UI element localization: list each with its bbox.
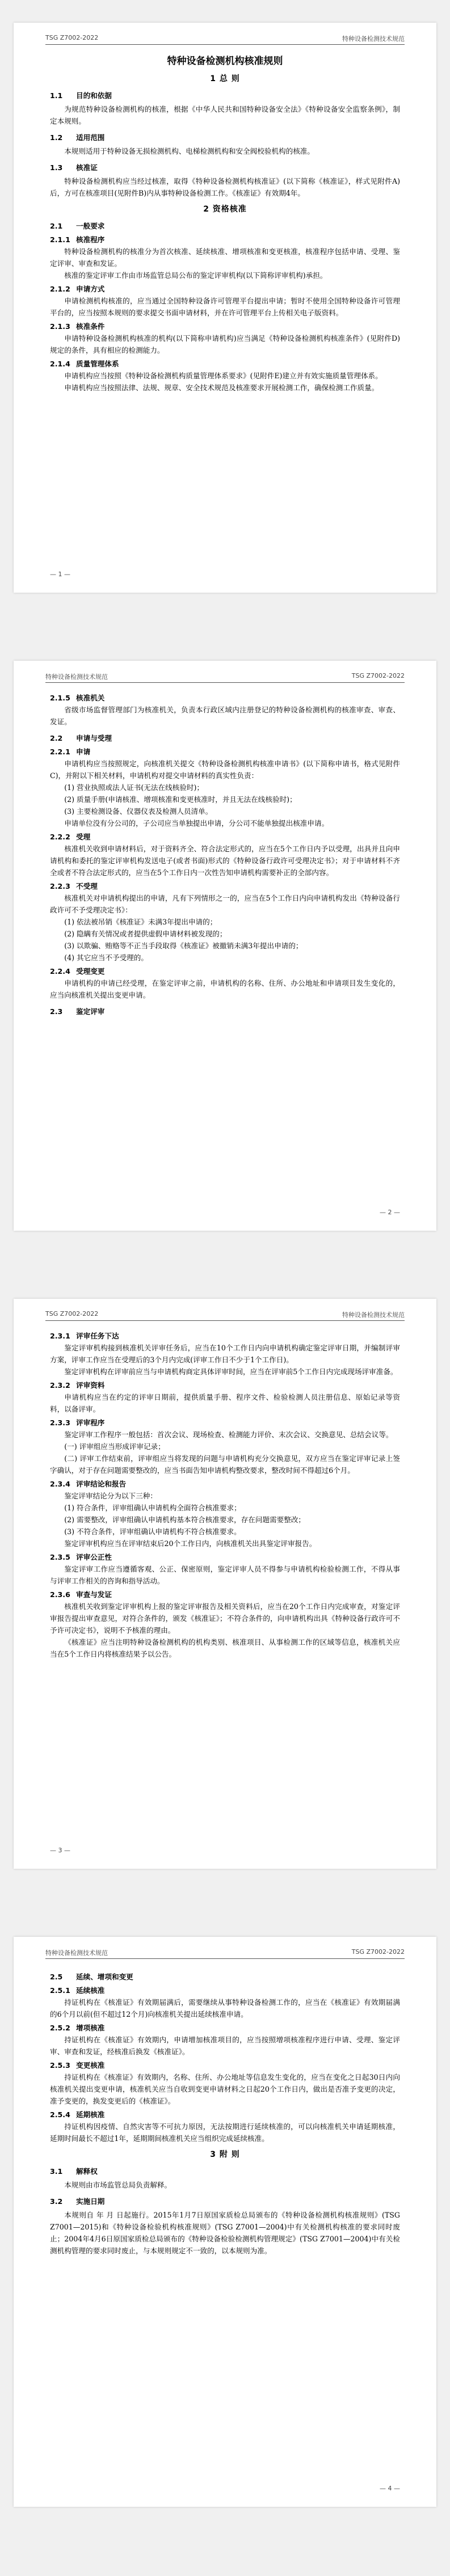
- section-heading: [50, 220, 400, 232]
- subsection-heading: [50, 1330, 400, 1342]
- header-code: TSG Z7002-2022: [351, 672, 405, 679]
- section-heading: [50, 2165, 400, 2177]
- heading-number: 2.1.2: [50, 285, 70, 293]
- heading-text: 目的和依据: [76, 91, 112, 100]
- list-item: (3) 以欺骗、贿赂等不正当手段取得《核准证》被撤销未满3年提出申请的；: [64, 941, 303, 950]
- heading-text: 变更核准: [76, 2061, 105, 2070]
- heading-number: 2.3.1: [50, 1332, 70, 1340]
- paragraph: 申请特种设备检测机构核准的机构(以下简称申请机构)应当满足《特种设备检测机构核准条件》(见附件D)规定的条件，具有相应的检测能力。: [50, 334, 400, 354]
- heading-text: 评审公正性: [76, 1553, 112, 1561]
- page-header: [45, 671, 405, 683]
- subsection-heading: [50, 880, 400, 892]
- heading-text: 核准机关: [76, 694, 105, 702]
- page-3: [14, 1299, 436, 1869]
- paragraph: 申请机构应当按照规定，向核准机关提交《特种设备检测机构核准申请书》(以下简称申请书，格式见附件C)，并附以下相关材料，申请机构对提交申请材料的真实性负责：: [50, 759, 400, 780]
- header-name: 特种设备检测技术规范: [45, 673, 108, 681]
- heading-number: 2.2.2: [50, 833, 70, 841]
- heading-text: 评审资料: [76, 1381, 105, 1390]
- heading-text: 申请方式: [76, 285, 105, 293]
- chapter-heading: 2 资格核准: [203, 205, 247, 214]
- heading-text: 不受理: [76, 882, 98, 890]
- chapter-heading: 3 附 则: [210, 2150, 240, 2159]
- section-heading: [50, 1971, 400, 1983]
- list-item: (二) 评审工作结束前，评审组应当将发现的问题与申请机构充分交换意见，双方应当在鉴定评审记录上签字确认，对于存在问题需要整改的，应当书面告知申请机构整改要求，整改时间不得超过6个月。: [50, 1454, 400, 1475]
- heading-text: 评审程序: [76, 1418, 105, 1427]
- heading-number: 2.1.3: [50, 322, 70, 331]
- page-body: [50, 52, 400, 394]
- heading-text: 鉴定评审: [76, 1007, 105, 1016]
- heading-number: 2.2.1: [50, 748, 70, 756]
- heading-number: 2.1.1: [50, 235, 70, 244]
- page-number: — 4 —: [380, 2485, 400, 2492]
- section-heading: [50, 132, 400, 143]
- page-number: — 3 —: [50, 1847, 70, 1854]
- paragraph: 省级市场监督管理部门为核准机关，负责本行政区域内注册登记的特种设备检测机构的核准审查、审查、发证。: [50, 706, 400, 726]
- header-name: 特种设备检测技术规范: [342, 1311, 405, 1319]
- paragraph: 申请机构应当在约定的评审日期前，提供质量手册、程序文件、检验检测人员注册信息、原始记录等资料，以备评审。: [50, 1393, 400, 1413]
- paragraph: 本规则由市场监管总局负责解释。: [64, 2181, 172, 2189]
- heading-text: 延期核准: [76, 2110, 105, 2119]
- section-heading: [50, 1006, 400, 1017]
- heading-number: 2.1.5: [50, 694, 70, 702]
- paragraph: 申请机构应当按照法律、法规、规章、安全技术规范及核准要求开展检测工作，确保检测工作质量。: [64, 383, 379, 392]
- heading-number: 2.5.4: [50, 2110, 70, 2119]
- paragraph: 鉴定评审工作应当遵循客观、公正、保密原则，鉴定评审人员不得参与申请机构检验检测工作，不得从事与评审工作相关的咨询和指导活动。: [50, 1565, 400, 1585]
- heading-text: 审查与发证: [76, 1590, 112, 1599]
- subsection-heading: [50, 2059, 400, 2071]
- paragraph: 《核准证》应当注明特种设备检测机构的机构类别、核准项目、从事检测工作的区域等信息，核准机关应当在5个工作日内将核准结果予以公告。: [50, 1638, 400, 1658]
- heading-number: 2.1: [50, 222, 63, 230]
- heading-text: 延续核准: [76, 1986, 105, 1995]
- subsection-heading: [50, 1417, 400, 1429]
- paragraph: 鉴定评审机构接到核准机关评审任务后，应当在10个工作日内向申请机构确定鉴定评审日期，并编制评审方案，评审工作应当在受理后的3个月内完成(评审工作日不少于1个工作日)。: [50, 1344, 400, 1364]
- heading-number: 2.2.4: [50, 967, 70, 975]
- list-item: (2) 隐瞒有关情况或者提供虚假申请材料被发现的；: [64, 930, 227, 938]
- page-number: — 1 —: [50, 571, 70, 578]
- list-item: (2) 需要整改，评审组确认申请机构基本符合核准要求，存在问题需要整改；: [64, 1515, 306, 1524]
- heading-number: 3.2: [50, 2197, 63, 2206]
- section-heading: [50, 2195, 400, 2207]
- heading-number: 2.2.3: [50, 882, 70, 890]
- heading-number: 1.1: [50, 91, 63, 100]
- subsection-heading: [50, 1379, 400, 1391]
- paragraph: 核准机关对申请机构提出的申请，凡有下列情形之一的，应当在5个工作日内向申请机构发出《特种设备行政许可不予受理决定书》：: [50, 894, 400, 914]
- heading-text: 受理变更: [76, 967, 105, 975]
- heading-number: 2.5.3: [50, 2061, 70, 2070]
- paragraph: 申请检测机构核准的，应当通过全国特种设备许可管理平台提出申请；暂时不使用全国特种设备许可管理平台的，应当按照本规则的要求提交书面申请材料，并在许可管理平台上传相关电子版资料。: [50, 297, 400, 317]
- header-name: 特种设备检测技术规范: [342, 35, 405, 43]
- heading-text: 解释权: [76, 2167, 98, 2176]
- paragraph: 本规则自 年 月 日起施行。2015年1月7日原国家质检总局颁布的《特种设备检测机构核准规则》(TSG Z7001—2015)和《特种设备检验机构核准规则》(TSG Z7001—2004)中有关检测机构核准的要求同时废止；2004年4月6日原国家质检总局颁布的《特种设备检验检测机构管理规定》(TSG Z7001—2004)中有关检测机构管理的要求同时废止，与本规则规定不一致的，以本规则为准。: [50, 2211, 400, 2255]
- paragraph: 本规则适用于特种设备无损检测机构、电梯检测机构和安全阀校验机构的核准。: [64, 147, 314, 155]
- heading-text: 受理: [76, 833, 91, 841]
- paragraph: 特种设备检测机构应当经过核准，取得《特种设备检测机构核准证》(以下简称《核准证》，样式见附件A)后，方可在核准项目(见附件B)内从事特种设备检测工作。《核准证》有效期4年。: [50, 177, 400, 197]
- page-number: — 2 —: [380, 1209, 400, 1216]
- list-item: (1) 营业执照或法人证书(无法在线核验时)；: [64, 783, 204, 792]
- page-header: [45, 33, 405, 45]
- heading-text: 核准证: [76, 163, 98, 172]
- section-heading: [50, 90, 400, 102]
- heading-text: 实施日期: [76, 2197, 105, 2206]
- subsection-heading: [50, 746, 400, 758]
- header-name: 特种设备检测技术规范: [45, 1949, 108, 1957]
- heading-number: 1.3: [50, 163, 63, 172]
- paragraph: 持证机构在《核准证》有效期内，申请增加核准项目的，应当按照增项核准程序进行申请、受理、鉴定评审、审查和发证，经核准后换发《核准证》。: [50, 2036, 400, 2056]
- paragraph: 鉴定评审机构应当在评审结束后20个工作日内，向核准机关出具鉴定评审报告。: [64, 1539, 317, 1548]
- heading-number: 2.5.2: [50, 2024, 70, 2032]
- page-1: [14, 23, 436, 593]
- heading-number: 2.3.2: [50, 1381, 70, 1390]
- page-2: [14, 661, 436, 1231]
- subsection-heading: [50, 358, 400, 370]
- paragraph: 鉴定评审工作程序一般包括：首次会议、现场检查、检测能力评价、末次会议、交换意见、总结会议等。: [64, 1430, 393, 1439]
- heading-text: 核准条件: [76, 322, 105, 331]
- heading-number: 2.3: [50, 1007, 63, 1016]
- heading-number: 2.1.4: [50, 360, 70, 368]
- subsection-heading: [50, 283, 400, 295]
- paragraph: 持证机构在《核准证》有效期届满后，需要继续从事特种设备检测工作的，应当在《核准证》有效期届满的6个月以前(但不超过12个月)向核准机关提出延续核准申请。: [50, 1998, 400, 2018]
- subsection-heading: [50, 1589, 400, 1601]
- chapter-heading: 1 总 则: [210, 74, 240, 83]
- section-heading: [50, 162, 400, 174]
- heading-text: 评审结论和报告: [76, 1480, 127, 1488]
- heading-text: 核准程序: [76, 235, 105, 244]
- subsection-heading: [50, 2109, 400, 2121]
- heading-text: 申请与受理: [76, 734, 112, 742]
- paragraph: 特种设备检测机构的核准分为首次核准、延续核准、增项核准和变更核准，核准程序包括申请、受理、鉴定评审、审查和发证。: [50, 247, 400, 268]
- paragraph: 持证机构因疫情、自然灾害等不可抗力原因，无法按期进行延续核准的，可以向核准机关申请延期核准，延期时间最长不超过1年，延期期间核准机关应当组织完成延续核准。: [50, 2122, 400, 2143]
- heading-number: 2.3.6: [50, 1590, 70, 1599]
- page-4: [14, 1937, 436, 2507]
- heading-number: 2.2: [50, 734, 63, 742]
- page-body: [50, 1328, 400, 1660]
- list-item: (一) 评审组应当形成评审记录；: [64, 1442, 165, 1451]
- list-item: (3) 不符合条件，评审组确认申请机构不符合核准要求。: [64, 1527, 241, 1536]
- list-item: (1) 符合条件，评审组确认申请机构全面符合核准要求；: [64, 1504, 241, 1512]
- heading-number: 2.3.4: [50, 1480, 70, 1488]
- subsection-heading: [50, 692, 400, 704]
- heading-text: 适用范围: [76, 133, 105, 142]
- subsection-heading: [50, 1478, 400, 1490]
- heading-number: 3.1: [50, 2167, 63, 2176]
- heading-number: 2.3.5: [50, 1553, 70, 1561]
- heading-text: 评审任务下达: [76, 1332, 119, 1340]
- page-body: [50, 1966, 400, 2257]
- paragraph: 核准机关收到申请材料后，对于资料齐全、符合法定形式的，应当在5个工作日内予以受理，出具并且向申请机构和委托的鉴定评审机构发送电子(或者书面)形式的《特种设备行政许可受理决定书》；对于申请材料不齐全或者不符合法定形式的，应当在5个工作日内一次性告知申请机构需要补正的全部内容。: [50, 844, 400, 877]
- header-code: TSG Z7002-2022: [45, 34, 99, 41]
- subsection-heading: [50, 2022, 400, 2034]
- page-header: [45, 1309, 405, 1321]
- subsection-heading: [50, 965, 400, 977]
- heading-number: 2.5.1: [50, 1986, 70, 1995]
- document-title: 特种设备检测机构核准规则: [167, 56, 283, 67]
- paragraph: 为规范特种设备检测机构的核准，根据《中华人民共和国特种设备安全法》《特种设备安全监察条例》，制定本规则。: [50, 105, 400, 125]
- subsection-heading: [50, 320, 400, 332]
- list-item: (4) 其它应当不予受理的。: [64, 953, 148, 962]
- list-item: (1) 依法被吊销《核准证》未满3年提出申请的；: [64, 918, 217, 926]
- heading-text: 增项核准: [76, 2024, 105, 2032]
- subsection-heading: [50, 831, 400, 843]
- heading-text: 一般要求: [76, 222, 105, 230]
- page-body: [50, 690, 400, 1019]
- subsection-heading: [50, 1551, 400, 1563]
- heading-number: 2.5: [50, 1973, 63, 1981]
- paragraph: 鉴定评审结论分为以下三种：: [64, 1492, 157, 1500]
- paragraph: 鉴定评审机构在评审前应当与申请机构商定具体评审时间，应当在评审前5个工作日内完成现场评审准备。: [64, 1367, 398, 1376]
- heading-text: 延续、增项和变更: [76, 1973, 133, 1981]
- paragraph: 申请单位没有分公司的，子公司应当单独提出申请，分公司不能单独提出核准申请。: [64, 819, 329, 827]
- paragraph: 申请机构应当按照《特种设备检测机构质量管理体系要求》(见附件E)建立并有效实施质量管理体系。: [64, 371, 382, 380]
- page-header: [45, 1947, 405, 1959]
- list-item: (3) 主要检测设备、仪器仪表及检测人员清单。: [64, 807, 213, 816]
- heading-text: 质量管理体系: [76, 360, 119, 368]
- heading-number: 1.2: [50, 133, 63, 142]
- list-item: (2) 质量手册(申请核准、增项核准和变更核准时，并且无法在线核验时)；: [64, 795, 297, 804]
- subsection-heading: [50, 234, 400, 246]
- header-code: TSG Z7002-2022: [45, 1310, 99, 1317]
- section-heading: [50, 732, 400, 744]
- subsection-heading: [50, 1984, 400, 1996]
- header-code: TSG Z7002-2022: [351, 1948, 405, 1956]
- heading-text: 申请: [76, 748, 91, 756]
- paragraph: 核准的鉴定评审工作由市场监管总局公布的鉴定评审机构(以下简称评审机构)承担。: [64, 271, 327, 280]
- heading-number: 2.3.3: [50, 1418, 70, 1427]
- paragraph: 核准机关收到鉴定评审机构上报的鉴定评审报告及相关资料后，应当在20个工作日内完成审查，对鉴定评审报告提出审查意见，对符合条件的，颁发《核准证》；不符合条件的，向申请机构出具《特种设备行政许可不予许可决定书》，说明不予核准的理由。: [50, 1602, 400, 1635]
- paragraph: 持证机构在《核准证》有效期内，名称、住所、办公地址等信息发生变化的，应当在变化之日起30日内向核准机关提出变更申请，核准机关应当自收到变更申请材料之日起20个工作日内，做出是否准予变更的决定，准予变更的，换发变更后的《核准证》。: [50, 2073, 400, 2105]
- paragraph: 申请机构的申请已经受理，在鉴定评审之前，申请机构的名称、住所、办公地址和申请项目发生变化的，应当向核准机关提出变更申请。: [50, 979, 400, 999]
